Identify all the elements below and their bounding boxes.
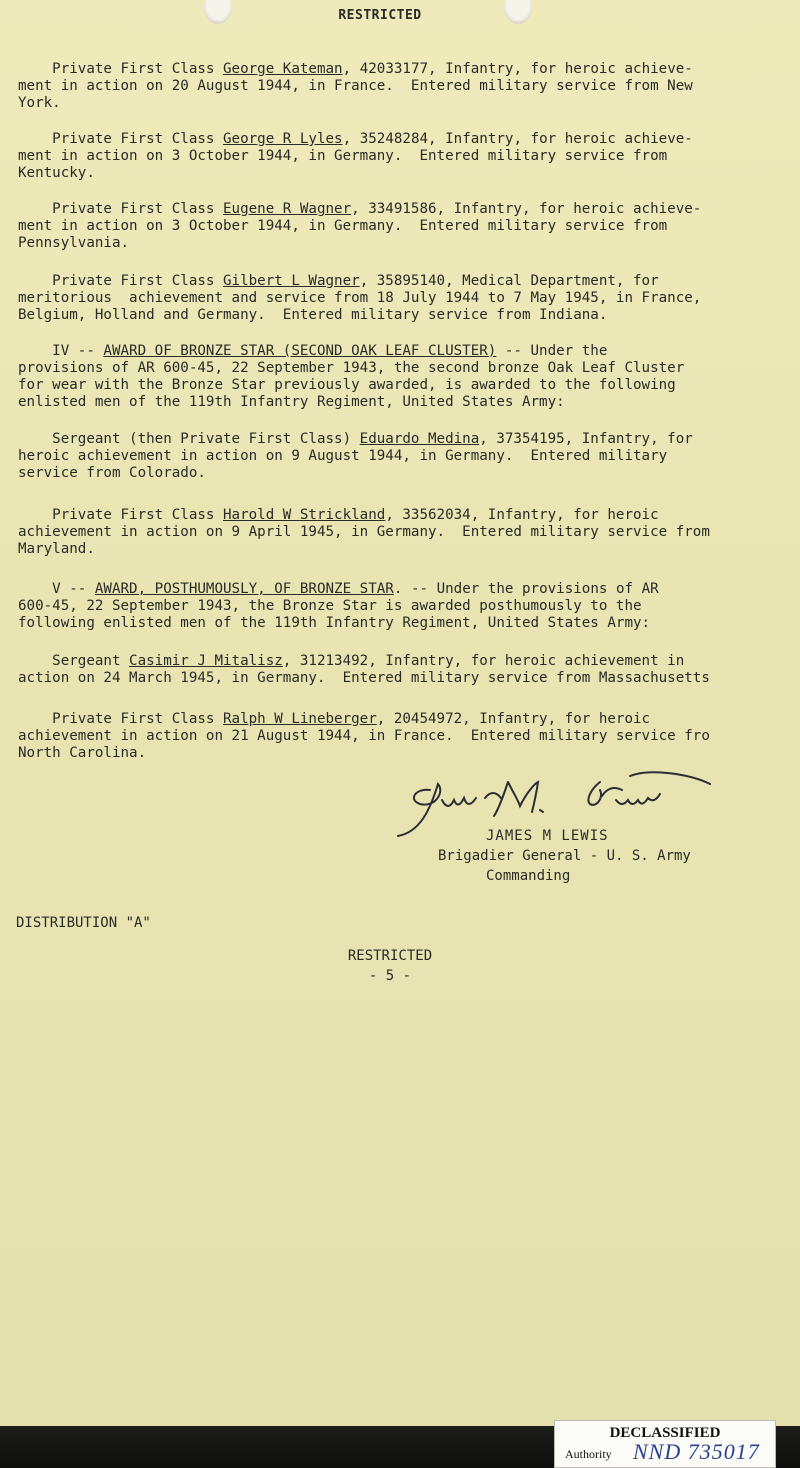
signer-name: JAMES M LEWIS [486,828,609,844]
citation-text: , 37354195, Infantry, for heroic achievement in action on 9 August 1944, in Germany. Entered military service from Colorado. [18,431,693,481]
citation-paragraph [18,694,788,779]
recipient-name: Eugene R Wagner [223,201,352,217]
header-classification: RESTRICTED [338,8,422,23]
page-number: - 5 - [368,968,412,984]
prefix-text: Private First Class [52,131,224,147]
citation-text: , 33562034, Infantry, for heroic achievement in action on 9 April 1945, in Germany. Entered military service from Maryland. [18,507,710,557]
section-text: . -- Under the provisions of AR 600-45, 22 September 1943, the Bronze Star is awarded posthumously to the following enlisted men of the 119th Infantry Regiment, United States Army: [18,581,659,631]
prefix-text: Sergeant (then Private First Class) [52,431,360,447]
prefix-text: Private First Class [52,507,224,523]
stamp-authority-label: Authority [565,1447,612,1461]
signer-role: Commanding [486,868,571,884]
prefix-text: Private First Class [52,273,224,289]
signature-block [390,770,770,890]
stamp-authority-number: NND 735017 [633,1439,760,1464]
citation-text: , 33491586, Infantry, for heroic achieve- ment in action on 3 October 1944, in Germany. Entered military service from Pennsylvania. [18,201,702,251]
citation-text: , 42033177, Infantry, for heroic achieve- ment in action on 20 August 1944, in France. Entered military service from New York. [18,61,693,111]
citation-paragraph [18,414,788,499]
prefix-text: Private First Class [52,201,224,217]
distribution-label: DISTRIBUTION "A" [16,915,151,931]
recipient-name: Casimir J Mitalisz [129,653,283,669]
page-footer [0,946,780,986]
section-number: IV -- [52,343,104,359]
recipient-name: Gilbert L Wagner [223,273,360,289]
citation-text: , 31213492, Infantry, for heroic achievement in action on 24 March 1945, in Germany. Entered military service from Massachusetts [18,653,710,686]
recipient-name: Eduardo Medina [359,431,480,447]
prefix-text: Private First Class [52,711,224,727]
declassified-stamp [554,1420,776,1468]
stamp-title: DECLASSIFIED [609,1425,721,1441]
prefix-text: Sergeant [52,653,130,669]
recipient-name: George Kateman [223,61,343,77]
recipient-name: George R Lyles [223,131,343,147]
section-text: -- Under the provisions of AR 600-45, 22 September 1943, the second bronze Oak Leaf Cluster for wear with the Bronze Star previously awarded, is awarded to the following enlisted men of the 119th Infantry Regiment, United States Army: [18,343,685,410]
citation-text: , 35895140, Medical Department, for meritorious achievement and service from 18 July 1944 to 7 May 1945, in France, Belgium, Holland and Germany. Entered military service from Indiana. [18,273,702,323]
section-number: V -- [52,581,95,597]
section-heading: AWARD OF BRONZE STAR (SECOND OAK LEAF CLUSTER) [103,343,497,359]
footer-classification: RESTRICTED [347,948,433,964]
recipient-name: Harold W Strickland [223,507,386,523]
section-iv-paragraph [18,326,788,428]
recipient-name: Ralph W Lineberger [223,711,377,727]
citation-text: , 20454972, Infantry, for heroic achievement in action on 21 August 1944, in France. Entered military service fro North Carolina. [18,711,710,761]
section-heading: AWARD, POSTHUMOUSLY, OF BRONZE STAR [94,581,394,597]
citation-paragraph [18,490,788,575]
signer-title: Brigadier General - U. S. Army [438,848,691,864]
citation-text: , 35248284, Infantry, for heroic achieve- ment in action on 3 October 1944, in Germany. Entered military service from Kentucky. [18,131,693,181]
prefix-text: Private First Class [52,61,224,77]
